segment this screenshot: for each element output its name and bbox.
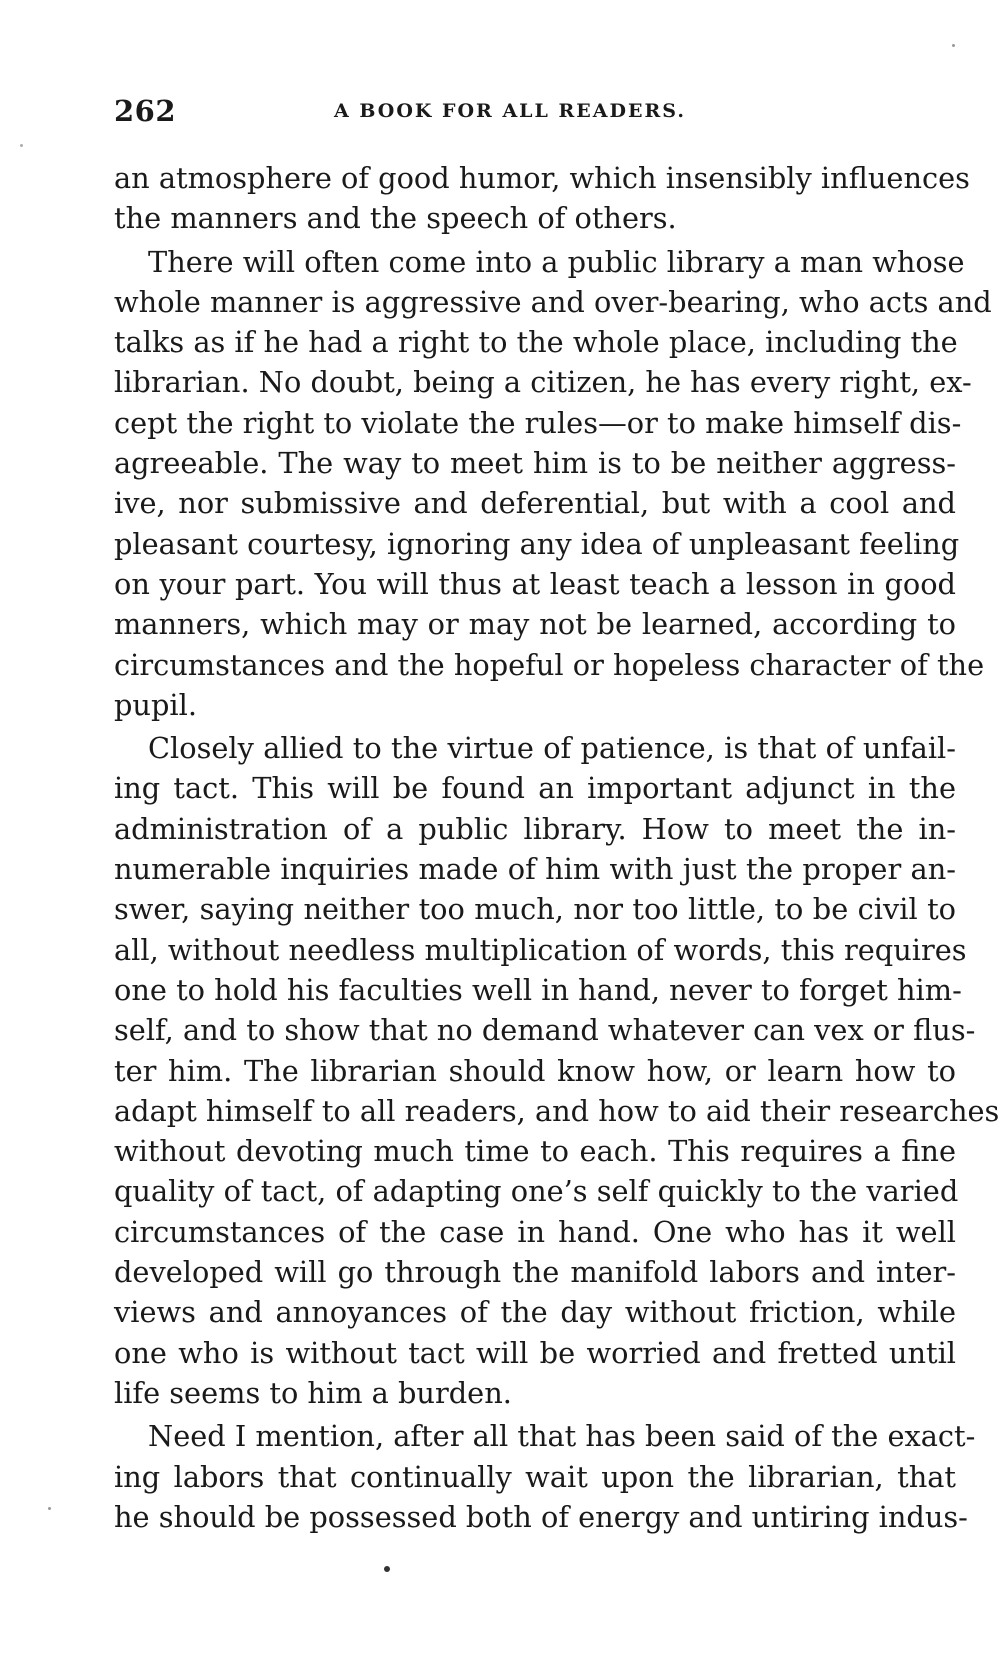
text-line: an atmosphere of good humor, which insensibly influences [114, 161, 970, 195]
text-line: circumstances of the case in hand. One who has it well [114, 1214, 956, 1249]
text-line: Closely allied to the virtue of patience, is that of unfail- [148, 731, 956, 766]
scan-speck [952, 44, 955, 47]
text-line: on your part. You will thus at least teach a lesson in good [114, 566, 956, 601]
text-line: ing tact. This will be found an important adjunct in the [114, 771, 956, 806]
text-line: adapt himself to all readers, and how to aid their researches [114, 1093, 1000, 1128]
paragraph-3 [114, 728, 1000, 1413]
text-line: numerable inquiries made of him with just the proper an- [114, 852, 956, 887]
scan-speck [384, 1566, 390, 1572]
text-line: ing labors that continually wait upon the librarian, that [114, 1459, 956, 1494]
paragraph-4 [114, 1416, 976, 1537]
page-number: 262 [114, 94, 177, 128]
text-line: cept the right to violate the rules—or to make himself dis- [114, 405, 962, 440]
paragraph-2 [114, 242, 992, 726]
body-text [114, 158, 1000, 1537]
text-line: There will often come into a public library a man whose [148, 244, 965, 279]
text-line: without devoting much time to each. This requires a fine [114, 1134, 956, 1169]
text-line: developed will go through the manifold labors and inter- [114, 1255, 956, 1290]
scan-speck [20, 144, 23, 147]
text-line: one to hold his faculties well in hand, never to forget him- [114, 972, 962, 1007]
text-line: swer, saying neither too much, nor too little, to be civil to [114, 892, 956, 927]
text-line: quality of tact, of adapting one’s self quickly to the varied [114, 1174, 959, 1209]
text-line: talks as if he had a right to the whole place, including the [114, 325, 958, 360]
text-line: manners, which may or may not be learned, according to [114, 607, 956, 642]
text-line: librarian. No doubt, being a citizen, he has every right, ex- [114, 365, 972, 400]
text-line: life seems to him a burden. [114, 1375, 512, 1410]
text-line: ter him. The librarian should know how, or learn how to [114, 1053, 956, 1088]
text-line: one who is without tact will be worried and fretted until [114, 1335, 956, 1370]
text-line: administration of a public library. How to meet the in- [114, 811, 956, 846]
text-line: pupil. [114, 687, 197, 722]
text-line: whole manner is aggressive and over-bearing, who acts and [114, 284, 992, 319]
text-line: views and annoyances of the day without friction, while [114, 1295, 956, 1330]
text-line: agreeable. The way to meet him is to be neither aggress- [114, 446, 956, 481]
text-line: circumstances and the hopeful or hopeless character of the [114, 647, 985, 682]
text-line: ive, nor submissive and deferential, but with a cool and [114, 486, 956, 521]
text-line: all, without needless multiplication of words, this requires [114, 932, 967, 967]
text-line: Need I mention, after all that has been said of the exact- [148, 1419, 976, 1454]
scan-speck [48, 1507, 51, 1510]
text-line: pleasant courtesy, ignoring any idea of unpleasant feeling [114, 526, 960, 561]
paragraph-1 [114, 158, 970, 239]
page-header [114, 94, 956, 138]
text-line: self, and to show that no demand whatever can vex or flus- [114, 1013, 976, 1048]
running-head: A BOOK FOR ALL READERS. [334, 100, 686, 122]
text-line: the manners and the speech of others. [114, 201, 677, 236]
text-line: he should be possessed both of energy and untiring indus- [114, 1499, 968, 1534]
